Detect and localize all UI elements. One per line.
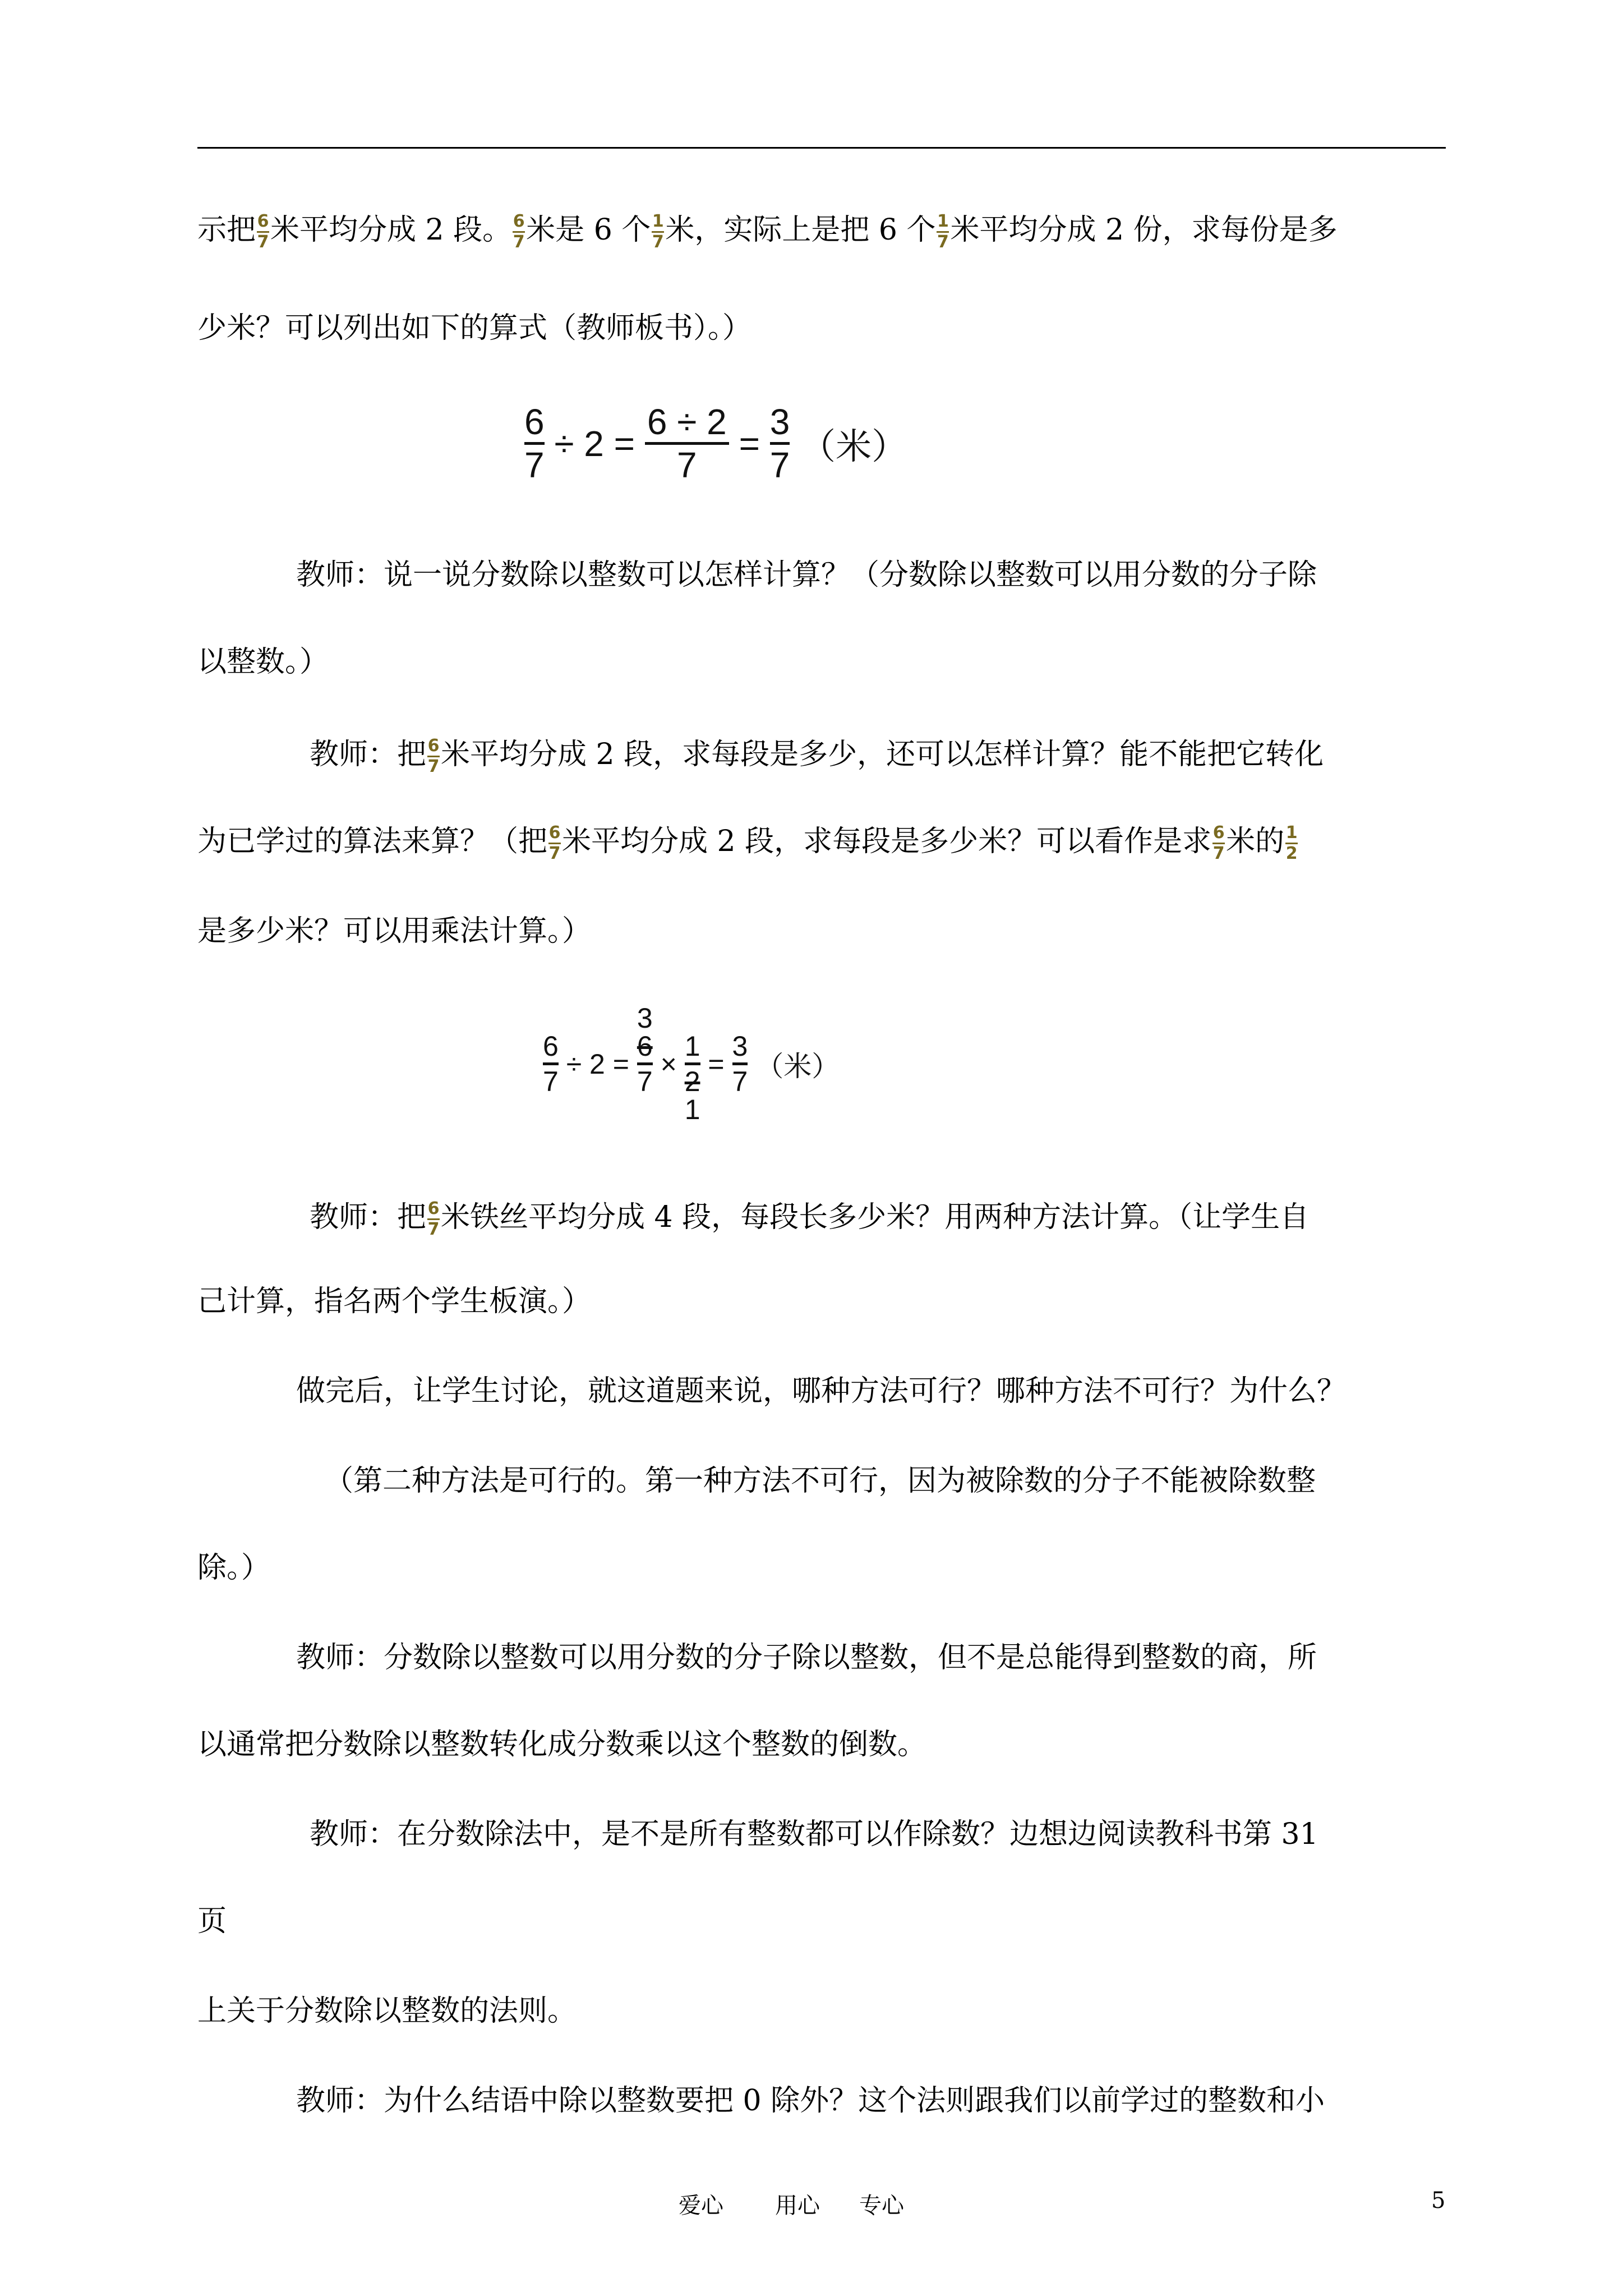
fraction: 6 7 — [543, 1030, 559, 1097]
text-run: 少米？可以列出如下的算式（教师板书）。） — [197, 311, 752, 345]
text-run: 教师：在分数除法中，是不是所有整数都可以作除数？边想边阅读教科书第 31 — [310, 1818, 1318, 1851]
text-run: 示把 — [197, 213, 256, 247]
text-run: 米，实际上是把 6 个 — [665, 213, 936, 247]
header-rule — [197, 147, 1446, 149]
paragraph-line — [296, 2078, 1325, 2123]
text-run: 教师：为什么结语中除以整数要把 0 除外？这个法则跟我们以前学过的整数和小 — [296, 2084, 1325, 2118]
paragraph-line — [310, 732, 1324, 777]
paragraph-line — [197, 1989, 577, 2033]
footer-motto-2: 用心 — [775, 2193, 820, 2219]
fraction: 6 ÷ 2 7 — [645, 404, 729, 483]
text-run: 以通常把分数除以整数转化成分数乘以这个整数的倒数。 — [197, 1728, 927, 1761]
text-run: 为已学过的算法来算？（把 — [197, 825, 548, 858]
inline-fraction: $\frac{6}{7}$ — [427, 1199, 440, 1239]
text-run: 米的 — [1226, 825, 1285, 858]
text-run: 教师：把 — [310, 738, 427, 771]
paragraph-line — [197, 1899, 227, 1944]
inline-fraction: $\frac{6}{7}$ — [548, 823, 561, 863]
inline-fraction: $\frac{1}{7}$ — [937, 211, 949, 252]
equation-1: 6 7 ÷ 2 = 6 ÷ 2 7 = 3 7 （米） — [524, 402, 908, 485]
cancelled-fraction: 1 2 1 — [684, 1030, 700, 1125]
text-run: 米平均分成 2 份，求每份是多 — [950, 213, 1338, 247]
paragraph-line — [197, 909, 591, 954]
text-run: 米平均分成 2 段。 — [270, 213, 512, 247]
inline-fraction: $\frac{6}{7}$ — [1212, 823, 1225, 863]
footer-motto-3: 专心 — [859, 2193, 904, 2219]
text-run: 上关于分数除以整数的法则。 — [197, 1994, 577, 2028]
text-run: 除。） — [197, 1551, 271, 1585]
fraction: 3 7 — [732, 1030, 748, 1097]
equation-2: 6 7 ÷ 2 = 3 6 7 × 1 2 1 = 3 7 （米） — [543, 1002, 840, 1125]
footer-motto-1: 爱心 — [679, 2193, 723, 2219]
paragraph-line — [197, 819, 1299, 864]
cancelled-fraction: 3 6 7 — [637, 1002, 653, 1097]
paragraph-line — [296, 553, 1317, 597]
paragraph-line — [197, 1545, 270, 1590]
paragraph-line — [197, 1279, 591, 1324]
text-run: 己计算，指名两个学生板演。） — [197, 1285, 592, 1318]
inline-fraction: $\frac{6}{7}$ — [257, 211, 269, 252]
inline-fraction: $\frac{1}{7}$ — [652, 211, 664, 252]
text-run: 教师：分数除以整数可以用分数的分子除以整数，但不是总能得到整数的商，所 — [296, 1641, 1317, 1674]
text-run: 米铁丝平均分成 4 段，每段长多少米？用两种方法计算。（让学生自 — [441, 1200, 1310, 1234]
paragraph-line — [296, 1369, 1346, 1414]
paragraph-line — [197, 639, 329, 684]
inline-fraction: $\frac{6}{7}$ — [513, 211, 525, 252]
text-run: 教师：把 — [310, 1200, 427, 1234]
inline-fraction: $\frac{1}{2}$ — [1285, 823, 1298, 863]
inline-fraction: $\frac{6}{7}$ — [427, 736, 440, 776]
text-run: 米平均分成 2 段，求每段是多少米？可以看作是求 — [562, 825, 1212, 858]
paragraph-line — [197, 306, 751, 351]
paragraph-line — [197, 1722, 926, 1767]
fraction: 3 7 — [769, 402, 790, 485]
text-run: 米平均分成 2 段，求每段是多少，还可以怎样计算？能不能把它转化 — [441, 738, 1324, 771]
paragraph-line — [197, 208, 1338, 252]
paragraph-line — [310, 1195, 1309, 1240]
fraction: 6 7 — [524, 402, 545, 485]
text-run: 米是 6 个 — [526, 213, 651, 247]
text-run: 是多少米？可以用乘法计算。） — [197, 914, 592, 948]
text-run: 教师：说一说分数除以整数可以怎样计算？（分数除以整数可以用分数的分子除 — [296, 558, 1317, 592]
text-run: 页 — [197, 1904, 227, 1938]
text-run: 以整数。） — [197, 645, 329, 679]
text-run: 做完后，让学生讨论，就这道题来说，哪种方法可行？哪种方法不可行？为什么？ — [296, 1374, 1347, 1408]
page-number: 5 — [1431, 2188, 1446, 2214]
text-run: （第二种方法是可行的。第一种方法不可行，因为被除数的分子不能被除数整 — [324, 1464, 1316, 1498]
paragraph-line — [324, 1458, 1316, 1503]
paragraph-line — [310, 1812, 1318, 1857]
paragraph-line — [296, 1635, 1317, 1680]
